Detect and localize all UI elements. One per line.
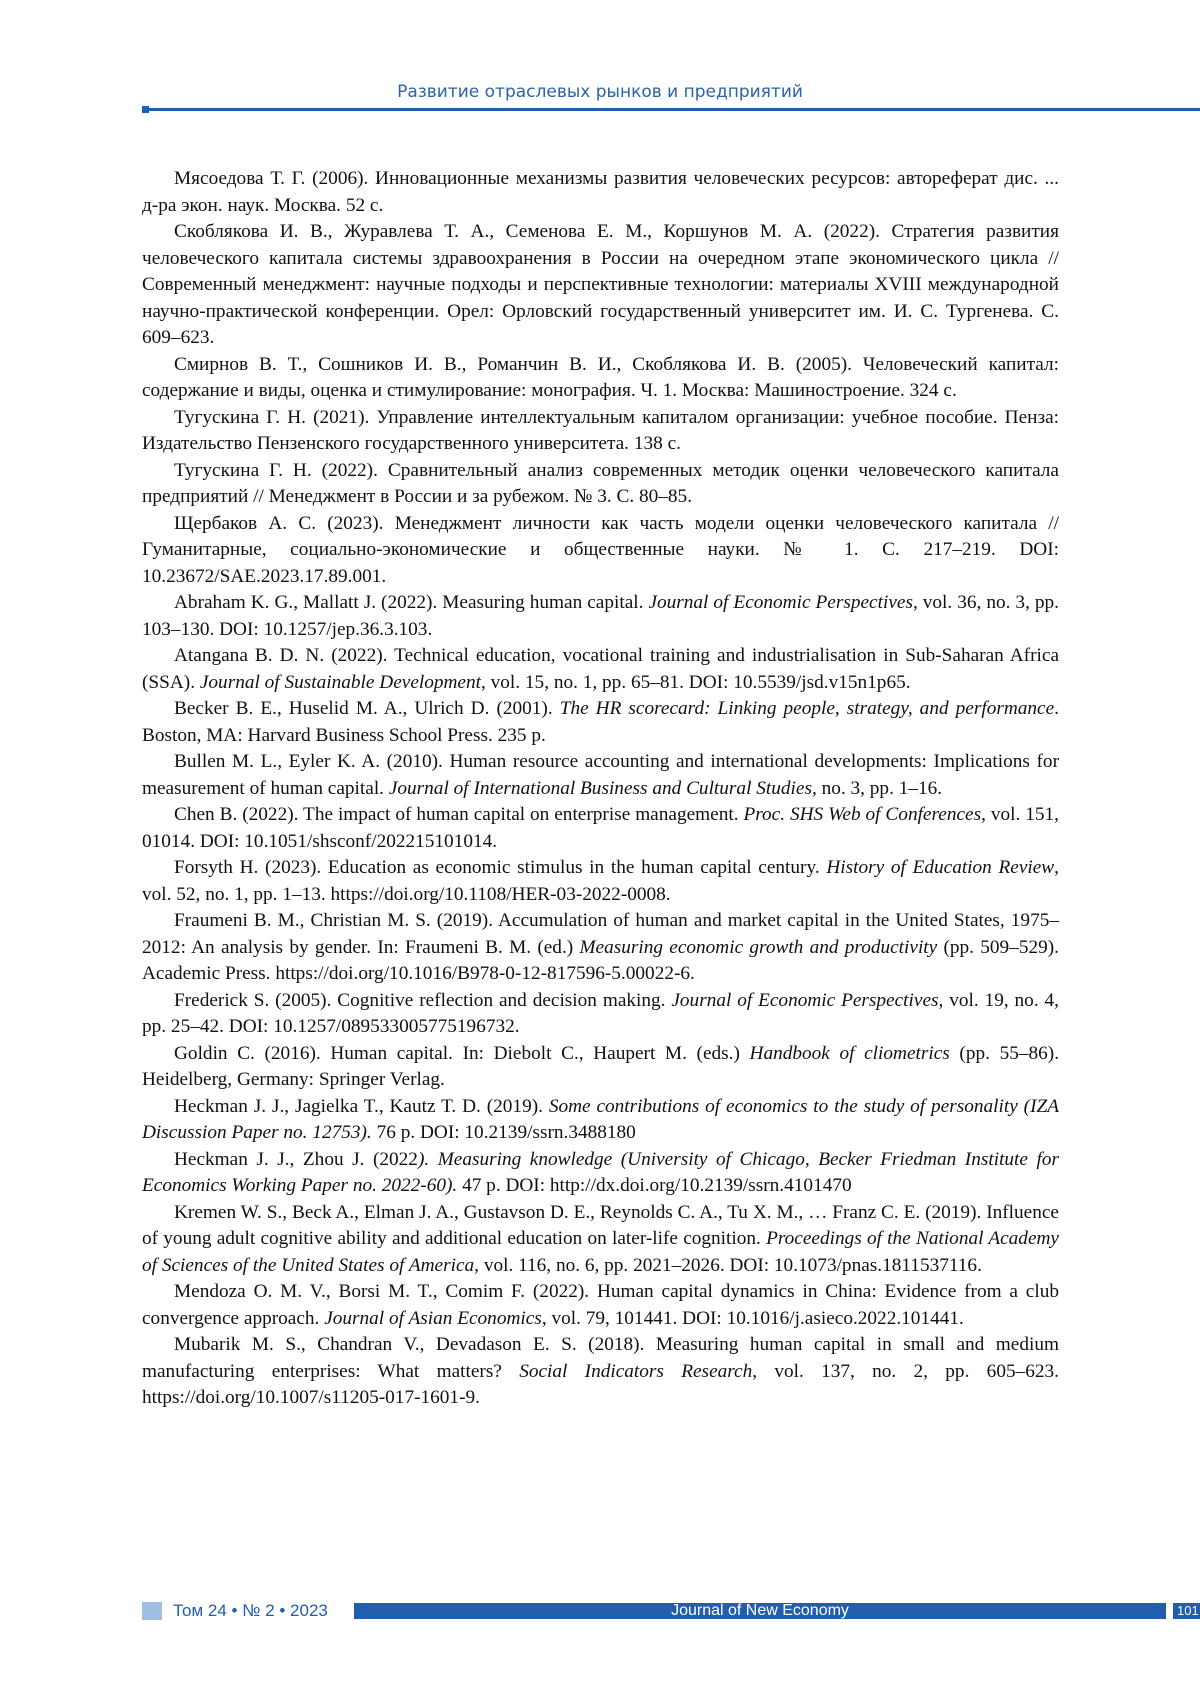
reference-entry — [142, 590, 1059, 643]
reference-text: . Boston, MA: Harvard Business School Press. 235 p. — [142, 698, 1059, 746]
header-rule — [146, 108, 1200, 111]
reference-entry — [142, 855, 1059, 908]
reference-text: Тугускина Г. Н. (2022). Сравнительный анализ современных методик оценки человеческого капитала предприятий // Менеджмент в России и за рубежом. № 3. С. 80–85. — [142, 460, 1059, 508]
reference-entry — [142, 405, 1059, 458]
reference-text: Mendoza O. M. V., Borsi M. T., Comim F. (2022). Human capital dynamics in China: Evidence from a club convergence approach. — [142, 1281, 1059, 1329]
reference-text: , vol. 137, no. 2, pp. 605–623. https://doi.org/10.1007/s11205-017-1601-9. — [142, 1361, 1059, 1409]
reference-text: Chen B. (2022). The impact of human capital on enterprise management. — [174, 804, 743, 825]
reference-entry — [142, 988, 1059, 1041]
reference-text: Мясоедова Т. Г. (2006). Инновационные механизмы развития человеческих ресурсов: автореферат дис. ... д-ра экон. наук. Москва. 52 с. — [142, 168, 1059, 216]
reference-text: Kremen W. S., Beck A., Elman J. A., Gustavson D. E., Reynolds C. A., Tu X. M., … Franz C. E. (2019). Influence of young adult cognitive ability and additional education on later-life cognition. — [142, 1202, 1059, 1250]
page-number: 101 — [1173, 1603, 1200, 1619]
reference-text: Atangana B. D. N. (2022). Technical education, vocational training and industrialisation in Sub-Saharan Africa (SSA). — [142, 645, 1059, 693]
running-header-title: Развитие отраслевых рынков и предприятий — [0, 82, 1200, 102]
reference-italic-text: Journal of Asian Economics — [324, 1308, 542, 1329]
reference-entry — [142, 511, 1059, 591]
reference-entry — [142, 1147, 1059, 1200]
reference-entry — [142, 1041, 1059, 1094]
reference-text: Щербаков А. С. (2023). Менеджмент личности как часть модели оценки человеческого капитала // Гуманитарные, социально-экономические и общественные науки. № 1. С. 217–219. DOI: 10.23672/SAE.2023.17.89.001. — [142, 513, 1059, 587]
reference-italic-text: Handbook of cliometrics — [750, 1043, 950, 1064]
reference-entry — [142, 696, 1059, 749]
reference-text: Abraham K. G., Mallatt J. (2022). Measuring human capital. — [174, 592, 648, 613]
reference-text: Bullen M. L., Eyler K. A. (2010). Human resource accounting and international developments: Implications for measurement of human capital. — [142, 751, 1059, 799]
reference-entry — [142, 1200, 1059, 1280]
reference-text: Heckman J. J., Jagielka T., Kautz T. D. (2019). — [174, 1096, 549, 1117]
reference-text: (pp. 509–529). Academic Press. https://doi.org/10.1016/B978-0-12-817596-5.00022-6. — [142, 937, 1059, 985]
reference-italic-text: Journal of Sustainable Development — [200, 672, 481, 693]
reference-entry — [142, 643, 1059, 696]
reference-text: , vol. 19, no. 4, pp. 25–42. DOI: 10.1257/089533005775196732. — [142, 990, 1059, 1038]
reference-italic-text: Proc. SHS Web of Conferences — [743, 804, 981, 825]
reference-entry — [142, 166, 1059, 219]
footer-journal-bar: Journal of New Economy — [354, 1603, 1166, 1619]
footer-issue: Том 24 • № 2 • 2023 — [173, 1601, 328, 1621]
reference-entry — [142, 1094, 1059, 1147]
reference-italic-text: Journal of Economic Perspectives — [671, 990, 938, 1011]
reference-italic-text: Proceedings of the National Academy of Sciences of the United States of America — [142, 1228, 1059, 1276]
reference-text: Frederick S. (2005). Cognitive reflection and decision making. — [174, 990, 671, 1011]
reference-italic-text: History of Education Review — [826, 857, 1054, 878]
reference-text: Mubarik M. S., Chandran V., Devadason E. S. (2018). Measuring human capital in small and medium manufacturing enterprises: What matters? — [142, 1334, 1059, 1382]
reference-entry — [142, 352, 1059, 405]
reference-text: , vol. 151, 01014. DOI: 10.1051/shsconf/202215101014. — [142, 804, 1059, 852]
reference-text: 76 p. DOI: 10.2139/ssrn.3488180 — [372, 1122, 636, 1143]
reference-text: no. 3, pp. 1–16. — [817, 778, 942, 799]
footer-square — [142, 1602, 162, 1620]
reference-text: Forsyth H. (2023). Education as economic stimulus in the human capital century. — [174, 857, 826, 878]
reference-entry — [142, 749, 1059, 802]
reference-italic-text: ). Measuring knowledge (University of Chicago, Becker Friedman Institute for Economics Working Paper no. 2022-60). — [142, 1149, 1059, 1197]
reference-text: , vol. 116, no. 6, pp. 2021–2026. DOI: 10.1073/pnas.1811537116. — [474, 1255, 982, 1276]
reference-entry — [142, 1332, 1059, 1412]
reference-text: Becker B. E., Huselid M. A., Ulrich D. (2001). — [174, 698, 560, 719]
reference-text: Fraumeni B. M., Christian M. S. (2019). Accumulation of human and market capital in the United States, 1975–2012: An analysis by gender. In: Fraumeni B. M. (ed.) — [142, 910, 1059, 958]
reference-text: Heckman J. J., Zhou J. (2022 — [174, 1149, 418, 1170]
reference-entry — [142, 1279, 1059, 1332]
reference-italic-text: Journal of International Business and Cultural Studies, — [389, 778, 817, 799]
reference-entry — [142, 458, 1059, 511]
reference-italic-text: Social Indicators Research — [519, 1361, 752, 1382]
reference-entry — [142, 219, 1059, 352]
reference-text: , vol. 79, 101441. DOI: 10.1016/j.asieco.2022.101441. — [542, 1308, 964, 1329]
reference-italic-text: Journal of Economic Perspectives — [648, 592, 913, 613]
reference-text: Смирнов В. Т., Сошников И. В., Романчин В. И., Скоблякова И. В. (2005). Человеческий капитал: содержание и виды, оценка и стимулирование: монография. Ч. 1. Москва: Машиностроение. 324 с. — [142, 354, 1059, 402]
reference-text: Тугускина Г. Н. (2021). Управление интеллектуальным капиталом организации: учебное пособие. Пенза: Издательство Пензенского государственного университета. 138 с. — [142, 407, 1059, 455]
reference-text: Скоблякова И. В., Журавлева Т. А., Семенова Е. М., Коршунов М. А. (2022). Стратегия развития человеческого капитала системы здравоохранения в России на очередном этапе экономического цикла // Современный менеджмент: научные подходы и перспективные технологии: материалы XVIII международной научно-практической конференции. Орел: Орловский государственный университет им. И. С. Тургенева. С. 609–623. — [142, 221, 1059, 348]
reference-italic-text: The HR scorecard: Linking people, strategy, and performance — [560, 698, 1054, 719]
reference-italic-text: Some contributions of economics to the study of personality (IZA Discussion Paper no. 12753). — [142, 1096, 1059, 1144]
reference-text: , vol. 52, no. 1, pp. 1–13. https://doi.org/10.1108/HER-03-2022-0008. — [142, 857, 1059, 905]
reference-text: (pp. 55–86). Heidelberg, Germany: Springer Verlag. — [142, 1043, 1059, 1091]
reference-text: , vol. 36, no. 3, pp. 103–130. DOI: 10.1257/jep.36.3.103. — [142, 592, 1059, 640]
reference-text: , vol. 15, no. 1, pp. 65–81. DOI: 10.5539/jsd.v15n1p65. — [481, 672, 911, 693]
reference-entry — [142, 802, 1059, 855]
reference-list — [142, 166, 1059, 1412]
reference-entry — [142, 908, 1059, 988]
reference-italic-text: Measuring economic growth and productivity — [579, 937, 937, 958]
page-footer — [142, 1600, 1200, 1622]
reference-text: Goldin C. (2016). Human capital. In: Diebolt C., Haupert M. (eds.) — [174, 1043, 750, 1064]
reference-text: 47 p. DOI: http://dx.doi.org/10.2139/ssrn.4101470 — [457, 1175, 851, 1196]
